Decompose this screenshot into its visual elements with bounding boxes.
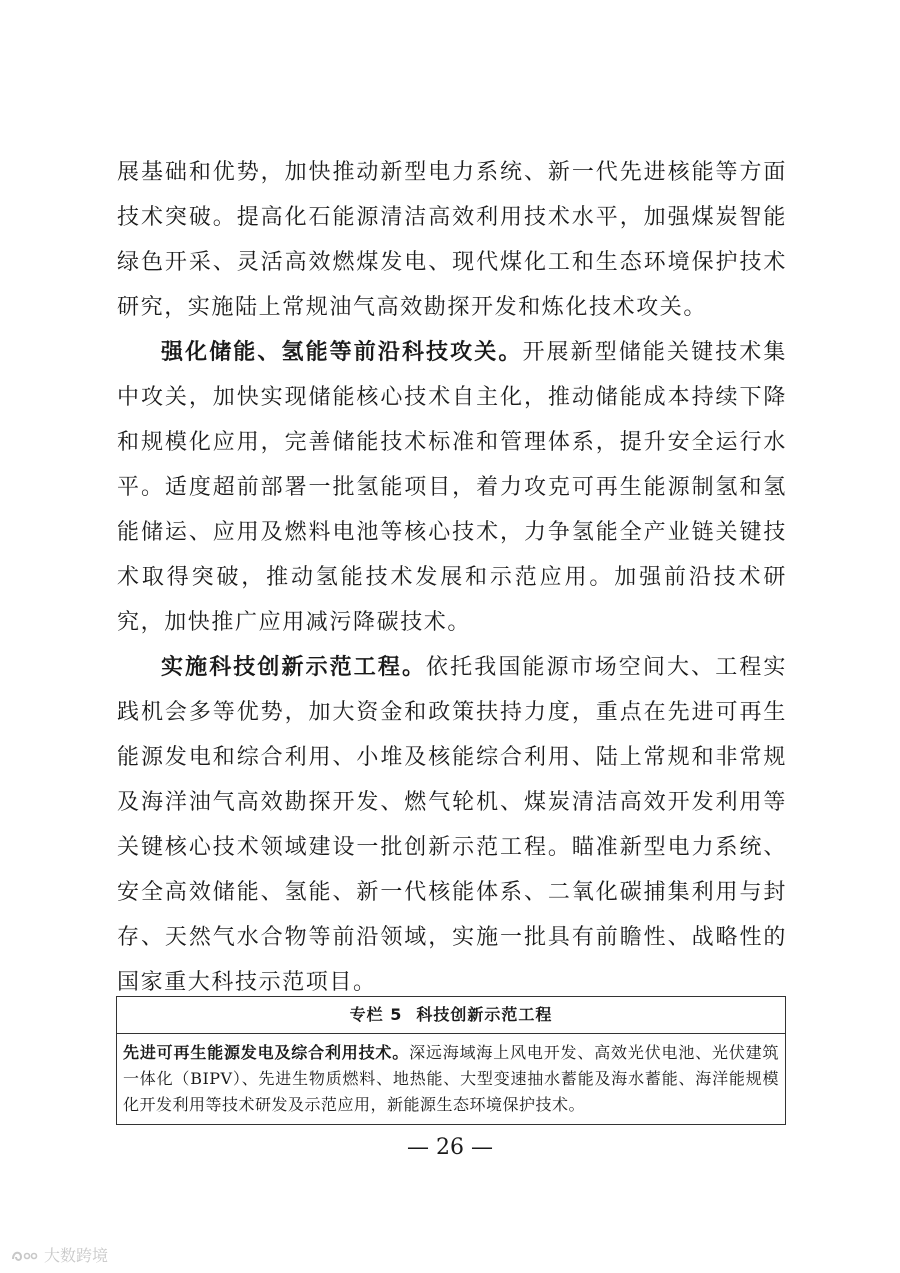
box-title: 科技创新示范工程 — [416, 1005, 553, 1024]
paragraph-3-text: 依托我国能源市场空间大、工程实践机会多等优势，加大资金和政策扶持力度，重点在先进可再生能源发电和综合利用、小堆及核能综合利用、陆上常规和非常规及海洋油气高效勘探开发、燃气轮机、煤炭清洁高效开发利用等关键核心技术领域建设一批创新示范工程。瞄准新型电力系统、安全高效储能、氢能、新一代核能体系、二氧化碳捕集利用与封存、天然气水合物等前沿领域，实施一批具有前瞻性、战略性的国家重大科技示范项目。 — [117, 655, 787, 995]
box-heading: 先进可再生能源发电及综合利用技术。 — [123, 1043, 410, 1062]
box-title-row — [117, 997, 785, 1034]
sidebar-box — [116, 996, 786, 1125]
watermark — [10, 1243, 108, 1266]
logo-icon — [10, 1247, 38, 1263]
box-column-label: 专栏 5 — [349, 1005, 403, 1024]
box-body — [117, 1034, 785, 1124]
paragraph-1 — [117, 150, 787, 330]
box-text: 深远海域海上风电开发、高效光伏电池、光伏建筑一体化（BIPV）、先进生物质燃料、地热能、大型变速抽水蓄能及海水蓄能、海洋能规模化开发利用等技术研发及示范应用，新能源生态环境保护技术。 — [123, 1043, 779, 1114]
paragraph-1-text: 展基础和优势，加快推动新型电力系统、新一代先进核能等方面技术突破。提高化石能源清洁高效利用技术水平，加强煤炭智能绿色开采、灵活高效燃煤发电、现代煤化工和生态环境保护技术研究，实施陆上常规油气高效勘探开发和炼化技术攻关。 — [117, 160, 787, 320]
paragraph-2-heading: 强化储能、氢能等前沿科技攻关。 — [161, 340, 523, 365]
page-number: — 26 — — [407, 1135, 493, 1160]
paragraph-2 — [117, 330, 787, 645]
body-text — [117, 150, 787, 1005]
watermark-text: 大数跨境 — [44, 1246, 109, 1265]
paragraph-3 — [117, 645, 787, 1005]
paragraph-3-heading: 实施科技创新示范工程。 — [161, 655, 427, 680]
paragraph-2-text: 开展新型储能关键技术集中攻关，加快实现储能核心技术自主化，推动储能成本持续下降和规模化应用，完善储能技术标准和管理体系，提升安全运行水平。适度超前部署一批氢能项目，着力攻克可再生能源制氢和氢能储运、应用及燃料电池等核心技术，力争氢能全产业链关键技术取得突破，推动氢能技术发展和示范应用。加强前沿技术研究，加快推广应用减污降碳技术。 — [117, 340, 787, 635]
